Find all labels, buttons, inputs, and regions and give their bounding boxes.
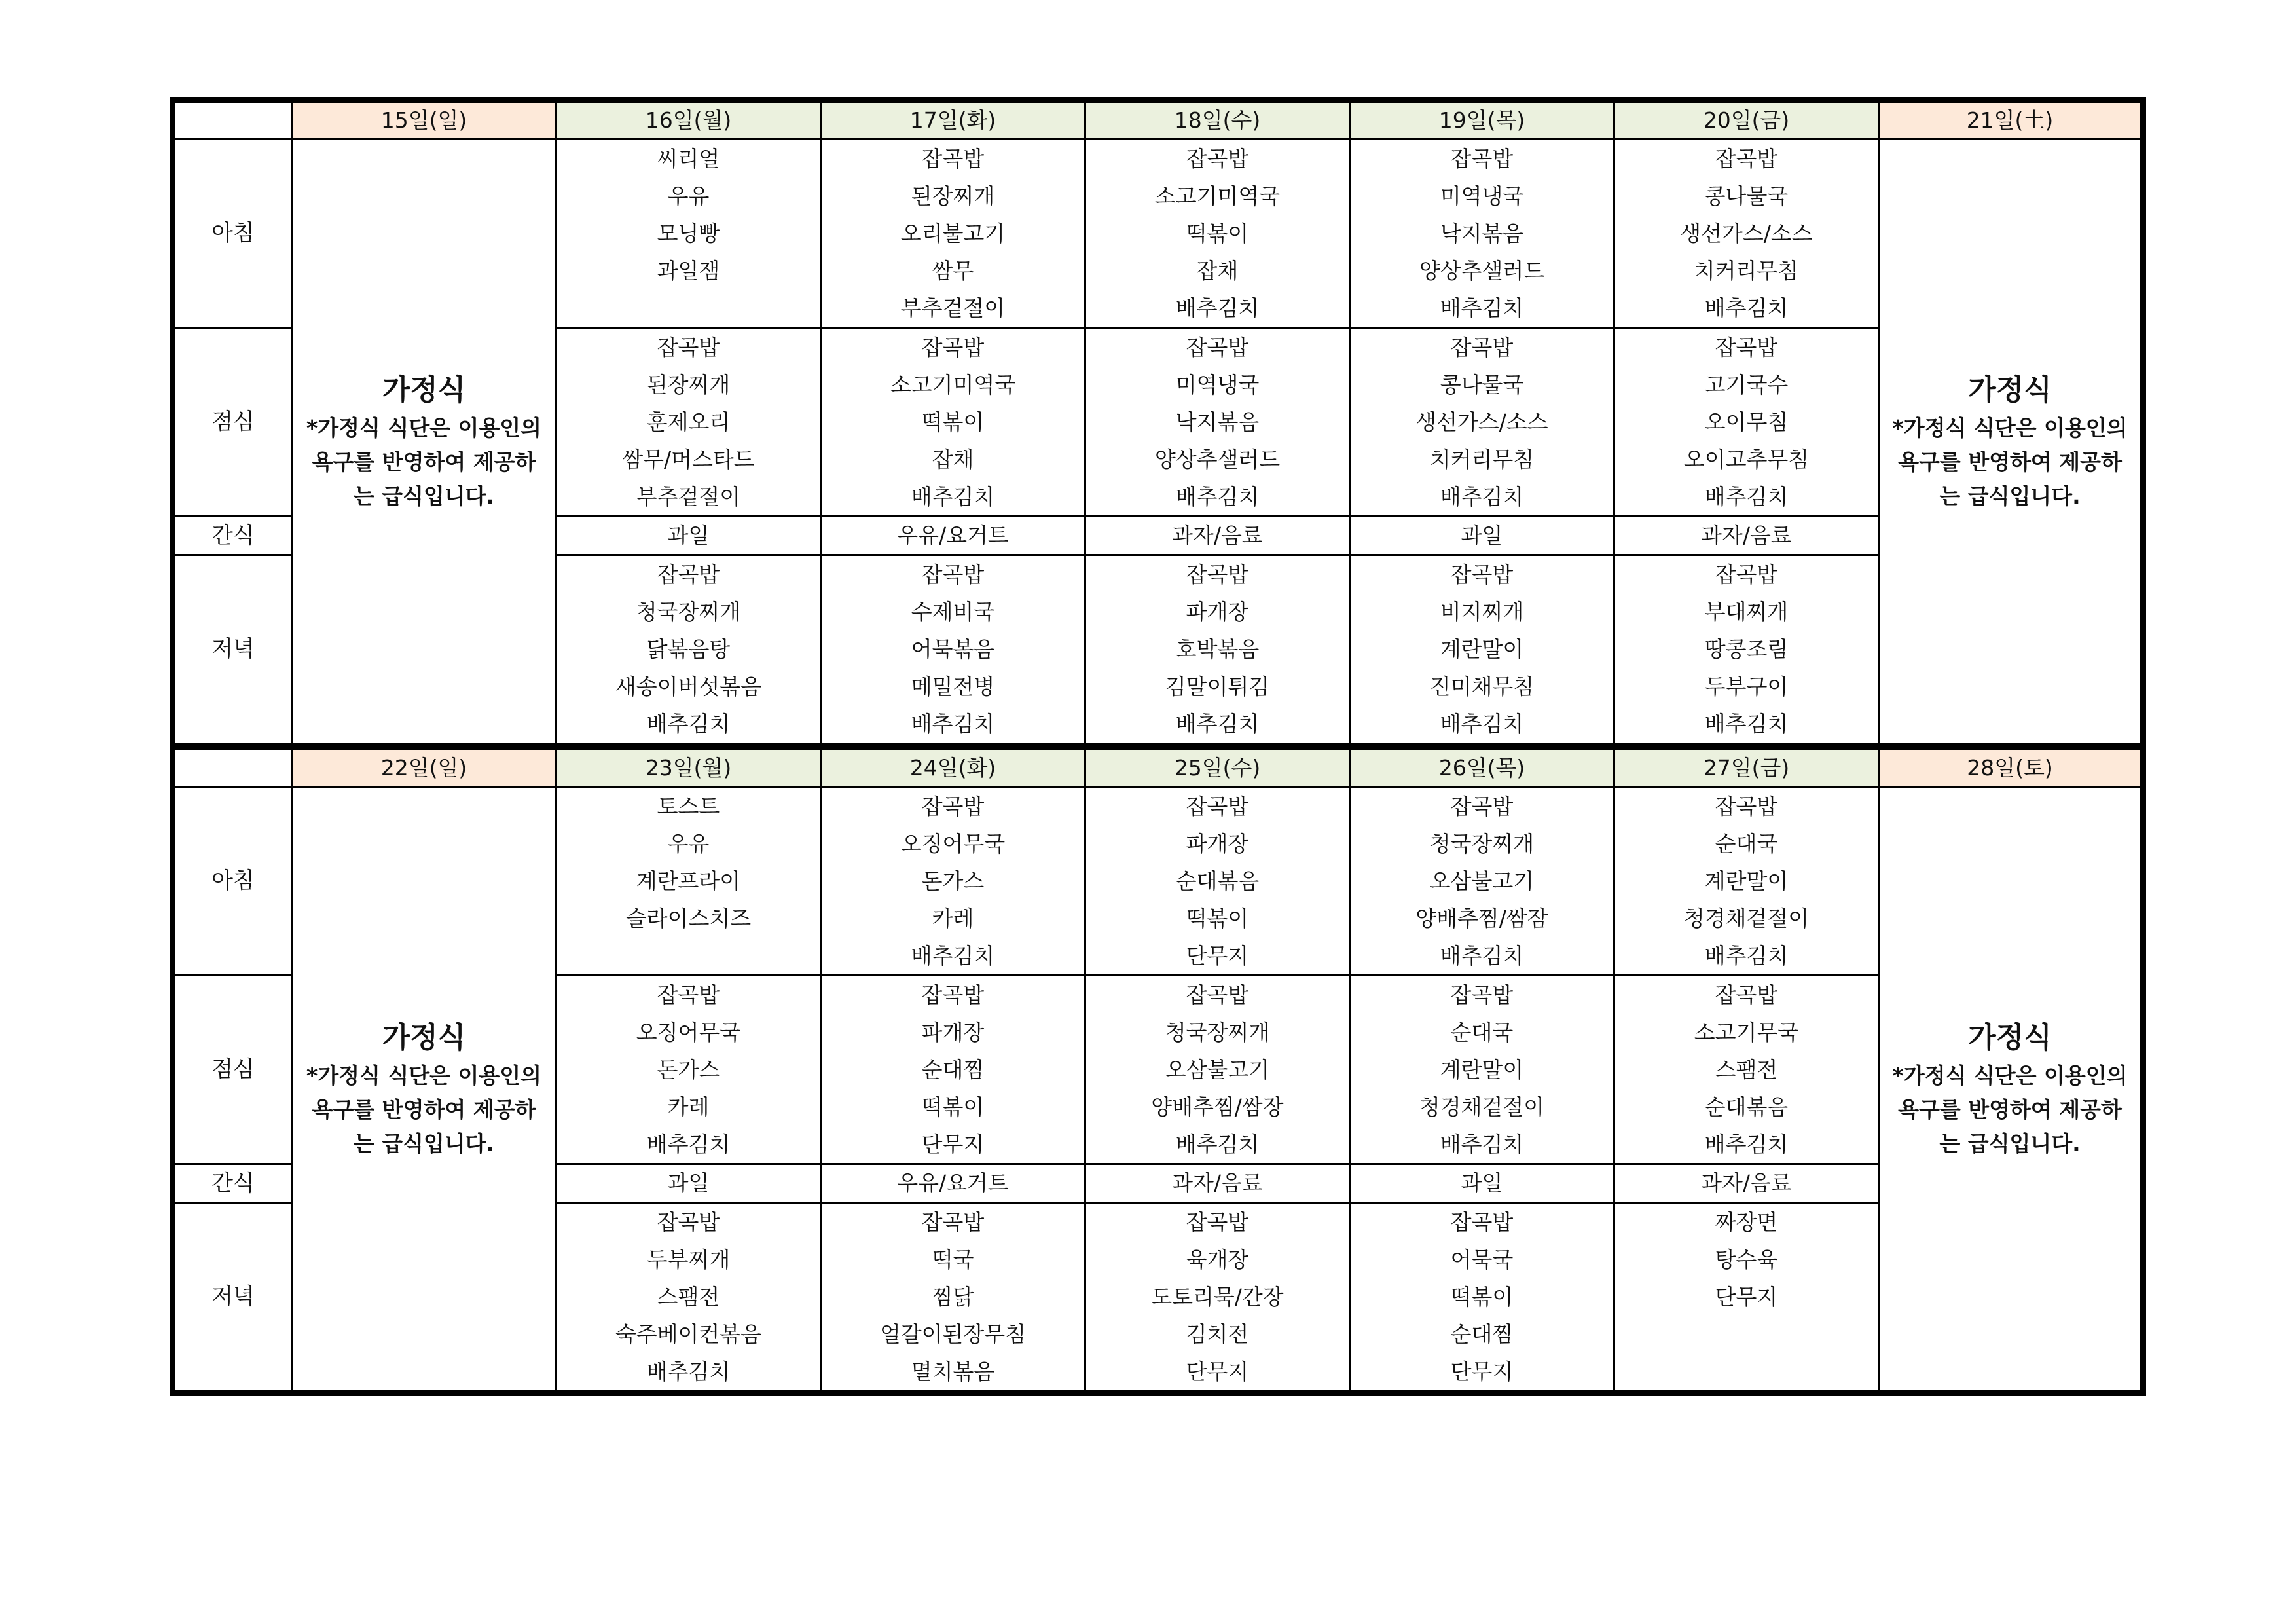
menu-item: 오삼불고기 [1165, 1057, 1270, 1082]
snack-cell: 과일 [556, 1164, 821, 1203]
menu-item: 잡곡밥 [657, 982, 720, 1008]
menu-item: 부추겉절이 [900, 295, 1006, 321]
menu-item: 미역냉국 [1175, 372, 1260, 397]
menu-item: 탕수육 [1715, 1247, 1778, 1272]
menu-item [557, 937, 820, 974]
snack-cell: 과일 [1350, 517, 1614, 555]
week-table-1 [170, 97, 2146, 748]
menu-item: 어묵볶음 [911, 637, 995, 662]
menu-item: 떡볶이 [1186, 906, 1249, 931]
menu-item: 파개장 [1186, 599, 1249, 625]
snack-cell: 과자/음료 [1085, 1164, 1350, 1203]
menu-item: 수제비국 [911, 599, 995, 625]
menu-item: 진미채무침 [1429, 674, 1535, 699]
menu-item [557, 289, 820, 327]
menu-item: 김말이튀김 [1165, 674, 1270, 699]
menu-item: 잡채 [1196, 258, 1239, 284]
menu-item: 잡곡밥 [1715, 146, 1778, 172]
home-meal-title: 가정식 [1968, 373, 2052, 407]
day-header-row [173, 100, 2143, 139]
menu-item: 잡곡밥 [1450, 794, 1514, 819]
home-meal-note: *가정식 식단은 이용인의 [306, 415, 541, 441]
menu-item: 생선가스/소스 [1415, 409, 1548, 435]
lunch-menu-cell [1614, 328, 1879, 517]
lunch-menu-cell [1350, 328, 1614, 517]
menu-item: 배추김치 [1440, 943, 1524, 969]
breakfast-menu-cell [1350, 139, 1614, 328]
menu-item: 배추김치 [1704, 1132, 1789, 1157]
menu-item: 오이고추무침 [1683, 447, 1810, 472]
home-meal-note: 는 급식입니다. [1939, 1131, 2081, 1156]
home-meal-note: 욕구를 반영하여 제공하 [312, 449, 536, 475]
menu-item: 배추김치 [1440, 1132, 1524, 1157]
menu-item: 두부찌개 [646, 1247, 731, 1272]
home-meal-note: *가정식 식단은 이용인의 [306, 1063, 541, 1088]
menu-item: 닭볶음탕 [646, 637, 731, 662]
menu-item: 잡곡밥 [657, 1209, 720, 1235]
menu-item: 콩나물국 [1704, 183, 1789, 209]
menu-item: 미역냉국 [1440, 183, 1524, 209]
menu-item: 배추김치 [911, 943, 995, 969]
day-header-saturday: 28일(토) [1879, 750, 2143, 787]
home-meal-title: 가정식 [382, 373, 466, 407]
meal-label-breakfast: 아침 [173, 139, 292, 328]
menu-item: 김치전 [1186, 1321, 1249, 1347]
menu-item: 순대국 [1450, 1020, 1514, 1045]
menu-item: 배추김치 [911, 484, 995, 509]
menu-item: 새송이버섯볶음 [615, 674, 762, 699]
week-table-2 [170, 748, 2146, 1396]
menu-item: 토스트 [657, 794, 720, 819]
home-meal-cell [1879, 787, 2143, 1393]
menu-item: 단무지 [921, 1132, 985, 1157]
menu-item: 슬라이스치즈 [625, 906, 752, 931]
breakfast-menu-cell [1350, 787, 1614, 976]
home-meal-title: 가정식 [382, 1021, 466, 1054]
home-meal-note: 는 급식입니다. [353, 1131, 495, 1156]
menu-item: 배추김치 [1704, 295, 1789, 321]
menu-item: 배추김치 [1175, 484, 1260, 509]
dinner-menu-cell [556, 555, 821, 746]
menu-item: 스팸전 [1715, 1057, 1778, 1082]
menu-item: 어묵국 [1450, 1247, 1514, 1272]
menu-item: 우유 [667, 183, 710, 209]
menu-item: 도토리묵/간장 [1151, 1284, 1284, 1310]
lunch-menu-cell [1614, 976, 1879, 1164]
menu-item: 잡곡밥 [1715, 982, 1778, 1008]
day-header: 27일(금) [1614, 750, 1879, 787]
menu-item: 치커리무침 [1429, 447, 1535, 472]
menu-item: 청국장찌개 [1429, 831, 1535, 857]
day-header: 18일(수) [1085, 100, 1350, 139]
menu-item: 오리불고기 [900, 221, 1006, 246]
menu-item: 비지찌개 [1440, 599, 1524, 625]
menu-item: 양배추찜/쌈장 [1151, 1094, 1284, 1120]
lunch-menu-cell [556, 328, 821, 517]
menu-item: 부대찌개 [1704, 599, 1789, 625]
menu-item: 잡곡밥 [1450, 562, 1514, 587]
menu-item: 배추김치 [1440, 484, 1524, 509]
day-header: 24일(화) [821, 750, 1085, 787]
day-header: 16일(월) [556, 100, 821, 139]
menu-item: 떡볶이 [921, 409, 985, 435]
menu-item: 배추김치 [646, 711, 731, 737]
menu-item: 양배추찜/쌈잠 [1415, 906, 1548, 931]
snack-cell: 과자/음료 [1614, 517, 1879, 555]
menu-item: 스팸전 [657, 1284, 720, 1310]
menu-item: 떡볶이 [1450, 1284, 1514, 1310]
menu-item: 계란말이 [1440, 1057, 1524, 1082]
snack-cell: 과일 [556, 517, 821, 555]
menu-item: 계란프라이 [636, 868, 741, 894]
menu-item: 낙지볶음 [1175, 409, 1260, 435]
home-meal-note: *가정식 식단은 이용인의 [1892, 415, 2128, 441]
home-meal-cell [1879, 139, 2143, 746]
meal-label-snack: 간식 [173, 1164, 292, 1203]
menu-item: 된장찌개 [911, 183, 995, 209]
day-header-row [173, 750, 2143, 787]
menu-item: 오징어무국 [636, 1020, 741, 1045]
snack-cell: 우유/요거트 [821, 517, 1085, 555]
menu-item: 잡곡밥 [921, 794, 985, 819]
breakfast-menu-cell [1614, 139, 1879, 328]
menu-item: 소고기무국 [1694, 1020, 1799, 1045]
menu-item: 단무지 [1715, 1284, 1778, 1310]
menu-item: 치커리무침 [1694, 258, 1799, 284]
menu-item: 콩나물국 [1440, 372, 1524, 397]
menu-item: 잡곡밥 [1450, 146, 1514, 172]
breakfast-row [173, 139, 2143, 328]
menu-item: 순대찜 [921, 1057, 985, 1082]
menu-item: 배추김치 [1704, 711, 1789, 737]
meal-label-dinner: 저녁 [173, 1203, 292, 1393]
menu-item: 배추김치 [1704, 943, 1789, 969]
menu-item: 잡곡밥 [1715, 794, 1778, 819]
menu-item: 청경채겉절이 [1683, 906, 1810, 931]
breakfast-menu-cell [1085, 787, 1350, 976]
menu-item: 된장찌개 [646, 372, 731, 397]
menu-item: 순대볶음 [1704, 1094, 1789, 1120]
header-blank-cell [173, 750, 292, 787]
menu-item: 잡곡밥 [1450, 335, 1514, 360]
menu-item: 잡곡밥 [921, 335, 985, 360]
menu-item: 잡곡밥 [657, 335, 720, 360]
menu-item: 배추김치 [1440, 711, 1524, 737]
menu-item: 계란말이 [1704, 868, 1789, 894]
menu-item: 순대찜 [1450, 1321, 1514, 1347]
breakfast-menu-cell [821, 787, 1085, 976]
menu-item: 잡곡밥 [921, 1209, 985, 1235]
day-header: 20일(금) [1614, 100, 1879, 139]
menu-item: 멸치볶음 [911, 1359, 995, 1384]
home-meal-note: *가정식 식단은 이용인의 [1892, 1063, 2128, 1088]
meal-label-lunch: 점심 [173, 328, 292, 517]
menu-item: 오삼불고기 [1429, 868, 1535, 894]
breakfast-menu-cell [821, 139, 1085, 328]
menu-item: 잡채 [932, 447, 974, 472]
dinner-menu-cell [1085, 555, 1350, 746]
meal-label-snack: 간식 [173, 517, 292, 555]
menu-item: 돈가스 [921, 868, 985, 894]
snack-cell: 우유/요거트 [821, 1164, 1085, 1203]
menu-item: 잡곡밥 [1715, 335, 1778, 360]
menu-item: 잡곡밥 [921, 562, 985, 587]
dinner-menu-cell [1350, 555, 1614, 746]
menu-item: 땅콩조림 [1704, 637, 1789, 662]
menu-item: 떡볶이 [921, 1094, 985, 1120]
lunch-menu-cell [1085, 328, 1350, 517]
lunch-menu-cell [556, 976, 821, 1164]
day-header-sunday: 22일(일) [292, 750, 556, 787]
menu-item: 양상추샐러드 [1154, 447, 1281, 472]
menu-item: 단무지 [1450, 1359, 1514, 1384]
menu-item: 쌈무 [932, 258, 974, 284]
menu-item: 배추김치 [911, 711, 995, 737]
snack-cell: 과자/음료 [1614, 1164, 1879, 1203]
menu-item: 낙지볶음 [1440, 221, 1524, 246]
menu-item: 소고기미역국 [890, 372, 1016, 397]
menu-item: 배추김치 [1175, 711, 1260, 737]
menu-item: 오징어무국 [900, 831, 1006, 857]
menu-item: 우유 [667, 831, 710, 857]
menu-item: 청국장찌개 [1165, 1020, 1270, 1045]
menu-item: 배추김치 [1704, 484, 1789, 509]
menu-item: 부추겉절이 [636, 484, 741, 509]
menu-item: 배추김치 [646, 1132, 731, 1157]
home-meal-cell [292, 139, 556, 746]
dinner-menu-cell [1614, 555, 1879, 746]
menu-item: 모닝빵 [657, 221, 720, 246]
menu-item: 배추김치 [1175, 1132, 1260, 1157]
day-header-sunday: 15일(일) [292, 100, 556, 139]
lunch-menu-cell [821, 976, 1085, 1164]
menu-item: 잡곡밥 [1186, 982, 1249, 1008]
dinner-menu-cell [556, 1203, 821, 1393]
menu-item: 카레 [932, 906, 974, 931]
menu-item: 잡곡밥 [1450, 982, 1514, 1008]
menu-item: 오이무침 [1704, 409, 1789, 435]
menu-item: 얼갈이된장무침 [879, 1321, 1027, 1347]
menu-item [1615, 1316, 1878, 1353]
home-meal-cell [292, 787, 556, 1393]
menu-item: 파개장 [1186, 831, 1249, 857]
day-header: 25일(수) [1085, 750, 1350, 787]
menu-item: 잡곡밥 [1186, 146, 1249, 172]
menu-item: 배추김치 [646, 1359, 731, 1384]
menu-item: 파개장 [921, 1020, 985, 1045]
menu-item: 청경채겉절이 [1419, 1094, 1545, 1120]
menu-item: 소고기미역국 [1154, 183, 1281, 209]
dinner-menu-cell [1350, 1203, 1614, 1393]
day-header: 26일(목) [1350, 750, 1614, 787]
snack-cell: 과자/음료 [1085, 517, 1350, 555]
menu-item: 계란말이 [1440, 637, 1524, 662]
menu-item: 배추김치 [1175, 295, 1260, 321]
menu-item [1615, 1353, 1878, 1390]
home-meal-note: 욕구를 반영하여 제공하 [1898, 1097, 2122, 1122]
home-meal-note: 는 급식입니다. [353, 483, 495, 509]
day-header: 23일(월) [556, 750, 821, 787]
menu-item: 잡곡밥 [657, 562, 720, 587]
breakfast-menu-cell [556, 787, 821, 976]
menu-item: 숙주베이컨볶음 [615, 1321, 762, 1347]
menu-item: 훈제오리 [646, 409, 731, 435]
lunch-menu-cell [1350, 976, 1614, 1164]
home-meal-note: 욕구를 반영하여 제공하 [1898, 449, 2122, 475]
menu-item: 단무지 [1186, 943, 1249, 969]
header-blank-cell [173, 100, 292, 139]
menu-item: 짜장면 [1715, 1209, 1778, 1235]
menu-item: 순대국 [1715, 831, 1778, 857]
menu-item: 잡곡밥 [921, 146, 985, 172]
menu-item: 잡곡밥 [1450, 1209, 1514, 1235]
day-header: 17일(화) [821, 100, 1085, 139]
snack-cell: 과일 [1350, 1164, 1614, 1203]
meal-label-lunch: 점심 [173, 976, 292, 1164]
menu-item: 호박볶음 [1175, 637, 1260, 662]
menu-item: 과일잼 [657, 258, 720, 284]
breakfast-menu-cell [556, 139, 821, 328]
menu-item: 메밀전병 [911, 674, 995, 699]
meal-label-dinner: 저녁 [173, 555, 292, 746]
menu-item: 돈가스 [657, 1057, 720, 1082]
breakfast-menu-cell [1614, 787, 1879, 976]
menu-item: 잡곡밥 [1715, 562, 1778, 587]
menu-item: 양상추샐러드 [1419, 258, 1545, 284]
meal-label-breakfast: 아침 [173, 787, 292, 976]
menu-item: 고기국수 [1704, 372, 1789, 397]
menu-item: 카레 [667, 1094, 710, 1120]
menu-item: 잡곡밥 [1186, 562, 1249, 587]
breakfast-row [173, 787, 2143, 976]
menu-item: 잡곡밥 [921, 982, 985, 1008]
menu-item: 잡곡밥 [1186, 1209, 1249, 1235]
menu-item: 떡국 [932, 1247, 974, 1272]
menu-item: 두부구이 [1704, 674, 1789, 699]
home-meal-title: 가정식 [1968, 1021, 2052, 1054]
menu-item: 배추김치 [1440, 295, 1524, 321]
dinner-menu-cell [821, 555, 1085, 746]
dinner-menu-cell [821, 1203, 1085, 1393]
menu-item: 잡곡밥 [1186, 335, 1249, 360]
menu-item: 육개장 [1186, 1247, 1249, 1272]
menu-item: 씨리얼 [657, 146, 720, 172]
menu-item: 생선가스/소스 [1680, 221, 1813, 246]
menu-item: 순대볶음 [1175, 868, 1260, 894]
menu-item: 단무지 [1186, 1359, 1249, 1384]
lunch-menu-cell [1085, 976, 1350, 1164]
menu-item: 잡곡밥 [1186, 794, 1249, 819]
home-meal-note: 욕구를 반영하여 제공하 [312, 1097, 536, 1122]
menu-item: 떡볶이 [1186, 221, 1249, 246]
menu-item: 찜닭 [932, 1284, 974, 1310]
meal-plan-sheet [170, 97, 2130, 1396]
dinner-menu-cell [1085, 1203, 1350, 1393]
menu-item: 청국장찌개 [636, 599, 741, 625]
lunch-menu-cell [821, 328, 1085, 517]
menu-item: 쌈무/머스타드 [622, 447, 755, 472]
home-meal-note: 는 급식입니다. [1939, 483, 2081, 509]
day-header-saturday: 21일(土) [1879, 100, 2143, 139]
dinner-menu-cell [1614, 1203, 1879, 1393]
breakfast-menu-cell [1085, 139, 1350, 328]
day-header: 19일(목) [1350, 100, 1614, 139]
